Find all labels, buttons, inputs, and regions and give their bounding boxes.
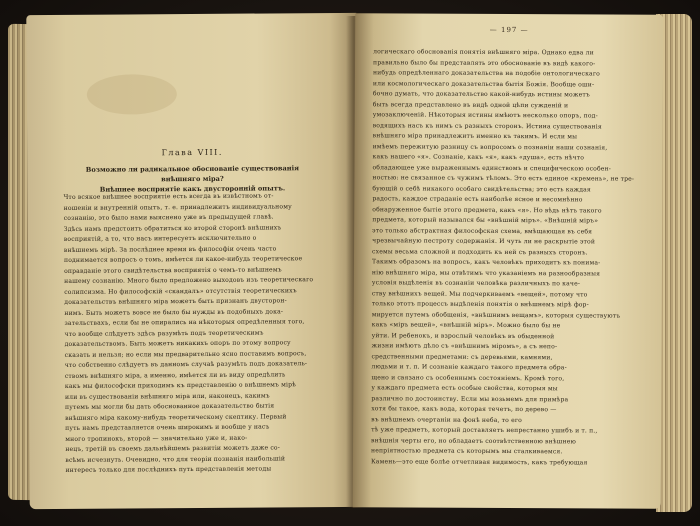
text-line: только этотъ процессъ выдѣленія понятія о внѣшнемъ мірѣ фор- bbox=[371, 300, 589, 309]
text-line: путемъ мы могли бы дать обоснованное доказательство бытія bbox=[64, 402, 275, 411]
text-line: людьми и т. п. И сознаніе каждаго такого предмета обра- bbox=[371, 363, 567, 372]
text-line: ношеніи и внутренній опытъ, т. е. принадлежитъ индивидуальному bbox=[63, 202, 292, 212]
paper-stain bbox=[87, 74, 177, 115]
text-line: сознанію, это было нами выяснено уже въ предыдущей главѣ. bbox=[63, 213, 274, 222]
text-line: какъ «міръ вещей», «внѣшній міръ». Можно было бы не bbox=[371, 321, 561, 330]
text-line: доказательствомъ. Быть можетъ никакихъ опоръ по этому вопросу bbox=[64, 339, 291, 348]
text-line: щено и связано съ особеннымъ состояніемъ. Кромѣ того, bbox=[371, 373, 565, 382]
text-line: нію внѣшняго міра, мы отвѣтимъ что указаніемъ на разнообразныя bbox=[371, 268, 601, 277]
text-line: тѣ уже предметъ, который доставляетъ непрестанно ушибъ и т. п., bbox=[371, 426, 598, 435]
text-line: логическаго обоснованія понятія внѣшняго міра. Однако едва ли bbox=[373, 48, 594, 57]
text-line: нецъ, третій въ своемъ дальнѣйшемъ развитіи можетъ даже со- bbox=[65, 444, 280, 453]
text-line: нибудь опредѣленнаго доказательства на подобіе онтологическаго bbox=[372, 69, 601, 78]
text-line: схемы весьма сложной и подходить къ ней съ разныхъ сторонъ. bbox=[372, 247, 588, 256]
chapter-title: Глава VIII. bbox=[161, 147, 223, 158]
text-line: ствомъ внѣшняго міра, а именно, имѣется ли въ виду опредѣлить bbox=[64, 370, 286, 380]
text-line: поднимается вопросъ о томъ, имѣется ли какое-нибудь теоретическое bbox=[63, 255, 303, 264]
chapter-subtitle bbox=[67, 163, 317, 195]
text-line: внѣшнемъ мірѣ. За послѣднее время въ философіи очень часто bbox=[63, 244, 277, 254]
text-line: что собственно слѣдуетъ въ данномъ случаѣ разумѣть подъ доказатель- bbox=[64, 360, 308, 369]
text-line: предмета, который назывался бы «внѣшній міръ». «Внѣшній міръ» bbox=[372, 216, 599, 225]
text-line: внѣшнія черты его, но обладаетъ соотвѣтственною внѣшнею bbox=[371, 436, 576, 445]
right-page bbox=[353, 13, 664, 509]
text-line: бочно думать, что доказательство какой-нибудь истины можетъ bbox=[372, 90, 590, 99]
open-book bbox=[8, 6, 692, 518]
text-line: радость, каждое страданіе есть наиболѣе ясное и несомнѣнно bbox=[372, 195, 583, 204]
text-line: доказательствъ внѣшняго міра можетъ быть признанъ двусторон- bbox=[64, 297, 287, 306]
text-line: въ внѣшнемъ очертаніи на фонѣ неба, то его bbox=[371, 415, 523, 424]
left-page-body bbox=[64, 191, 328, 476]
text-line: нашему сознанію. Много было предложено выходовъ изъ теоретическаго bbox=[64, 276, 314, 285]
text-line: различно по достоинству. Если мы возьмемъ для примѣра bbox=[371, 394, 569, 403]
text-line: или космологическаго доказательства бытія Божія. Вообще оши- bbox=[372, 79, 595, 88]
text-line: что вообще слѣдуетъ здѣсь разумѣть подъ теоретическимъ bbox=[64, 329, 264, 338]
text-line: ству внѣшнихъ вещей. Мы подчеркиваемъ «вещей», потому что bbox=[371, 289, 588, 298]
text-line: сказать и нельзя; но если мы предварительно ясно поставимъ вопросъ, bbox=[64, 349, 307, 359]
text-line: у каждаго предмета есть особые свойства, которыя мы bbox=[371, 384, 558, 393]
text-line: всѣмъ исчезнуть. Очевидно, что для теоріи познанія наибольшій bbox=[65, 454, 286, 464]
chapter-subtitle-line: Внѣшнее восприятіе какъ двусторонній опытъ. bbox=[99, 184, 286, 194]
text-line: интересъ только для послѣднихъ путь представленія методы bbox=[65, 465, 272, 474]
text-line: уйти. И ребенокъ, и взрослый человѣкъ въ обыденной bbox=[371, 331, 555, 340]
text-line: солипсизма. Но философскій «скандалъ» отсутствія теоретическихъ bbox=[64, 286, 297, 296]
text-line: Такимъ образомъ на вопросъ, какъ человѣкъ приходитъ къ понима- bbox=[371, 258, 601, 267]
text-line: обладающее уже выраженнымъ единствомъ и специфическою особен- bbox=[372, 163, 612, 173]
text-line: быть всегда представлено въ видѣ одной цѣпи сужденій и bbox=[372, 100, 569, 109]
text-line: зательствахъ, если бы не опирались на нѣкоторыя опредѣленныя того, bbox=[64, 318, 305, 327]
text-line: жизни имѣютъ дѣло съ «внѣшнимъ міромъ», а съ непо- bbox=[371, 342, 558, 351]
right-page-body bbox=[371, 47, 645, 468]
text-line: хотя бы такое, какъ вода, которая течетъ, по дерево — bbox=[371, 405, 557, 414]
page-number: — 197 — bbox=[489, 25, 529, 35]
text-line: оправданіе этого свидѣтельства восприятія о чемъ-то внѣшнемъ bbox=[64, 265, 282, 275]
text-line: средственными предметами: съ деревьями, камнями, bbox=[371, 352, 553, 361]
text-line: умозаключеній. Нѣкоторыя истины имѣютъ несколько опоръ, под- bbox=[372, 111, 598, 120]
text-line: чрезвычайную пестроту содержанія. И чуть ли не раскрытіе этой bbox=[372, 237, 596, 246]
text-line: внѣшняго міра какому-нибудь теоретическому скептику. Первый bbox=[65, 412, 287, 422]
text-line: мируется путемъ обобщенія, «внѣшнимъ вещамъ», которыя существуютъ bbox=[371, 310, 621, 320]
text-line: обнаруженное бытіе этого предмета, какъ «я». Но вѣдь нѣтъ такого bbox=[372, 205, 602, 214]
text-line: восприятій, а то, что насъ интересуетъ исключительно о bbox=[63, 234, 257, 243]
text-line: условія выдѣленія въ сознаніи человѣка различныхъ по каче- bbox=[371, 279, 581, 288]
text-line: непріятностью предмета съ которымъ мы сталкиваемся. bbox=[370, 447, 563, 456]
text-line: бующій о себѣ никакого особаго свидѣтельства; это есть каждая bbox=[372, 184, 591, 193]
text-line: Здѣсь намъ предстоитъ обратиться ко второй сторонѣ внѣшнихъ bbox=[63, 223, 282, 233]
text-line: правильно было бы представлять это обоснованіе въ видѣ какого- bbox=[373, 58, 596, 67]
left-page bbox=[26, 13, 359, 509]
text-line: или въ существованіи внѣшняго міра или, наконецъ, какимъ bbox=[64, 391, 270, 401]
chapter-subtitle-line: Возможно ли радикальное обоснованіе существованія внѣшняго міра? bbox=[85, 164, 299, 184]
text-line: водящихъ насъ къ нимъ съ разныхъ сторонъ. Истина существованія bbox=[372, 121, 602, 130]
text-line: внѣшняго міра принадлежитъ именно къ такимъ. И если мы bbox=[372, 132, 578, 141]
text-line: имѣемъ пережитую разницу съ вопросомъ о познаніи наши сознанія, bbox=[372, 142, 608, 152]
text-line: какъ мы философски приходимъ къ представленію о внѣшнемъ мірѣ bbox=[64, 381, 297, 390]
text-line: Камень—это еще болѣе отчетливая видимость, какъ требующая bbox=[370, 457, 588, 466]
text-line: много тропинокъ, второй — значительно уже и, нако- bbox=[65, 434, 248, 443]
text-line: ностью: не связанное съ чужимъ тѣломъ. Это есть единое «кремень», не тре- bbox=[372, 174, 635, 183]
text-line: путь намъ представляется очень широкимъ и вообще у насъ bbox=[65, 423, 270, 432]
text-line: нимъ. Быть можетъ вовсе не было бы нужды въ подобныхъ дока- bbox=[64, 307, 284, 317]
text-line: Что всякое внѣшнее восприятіе есть всегда въ извѣстномъ от- bbox=[63, 192, 274, 201]
text-line: это только абстрактная философская схема, вмѣщающая въ себя bbox=[372, 226, 593, 235]
text-line: какъ нашего «я». Сознаніе, какъ «я», какъ «душа», есть нѣчто bbox=[372, 153, 585, 162]
